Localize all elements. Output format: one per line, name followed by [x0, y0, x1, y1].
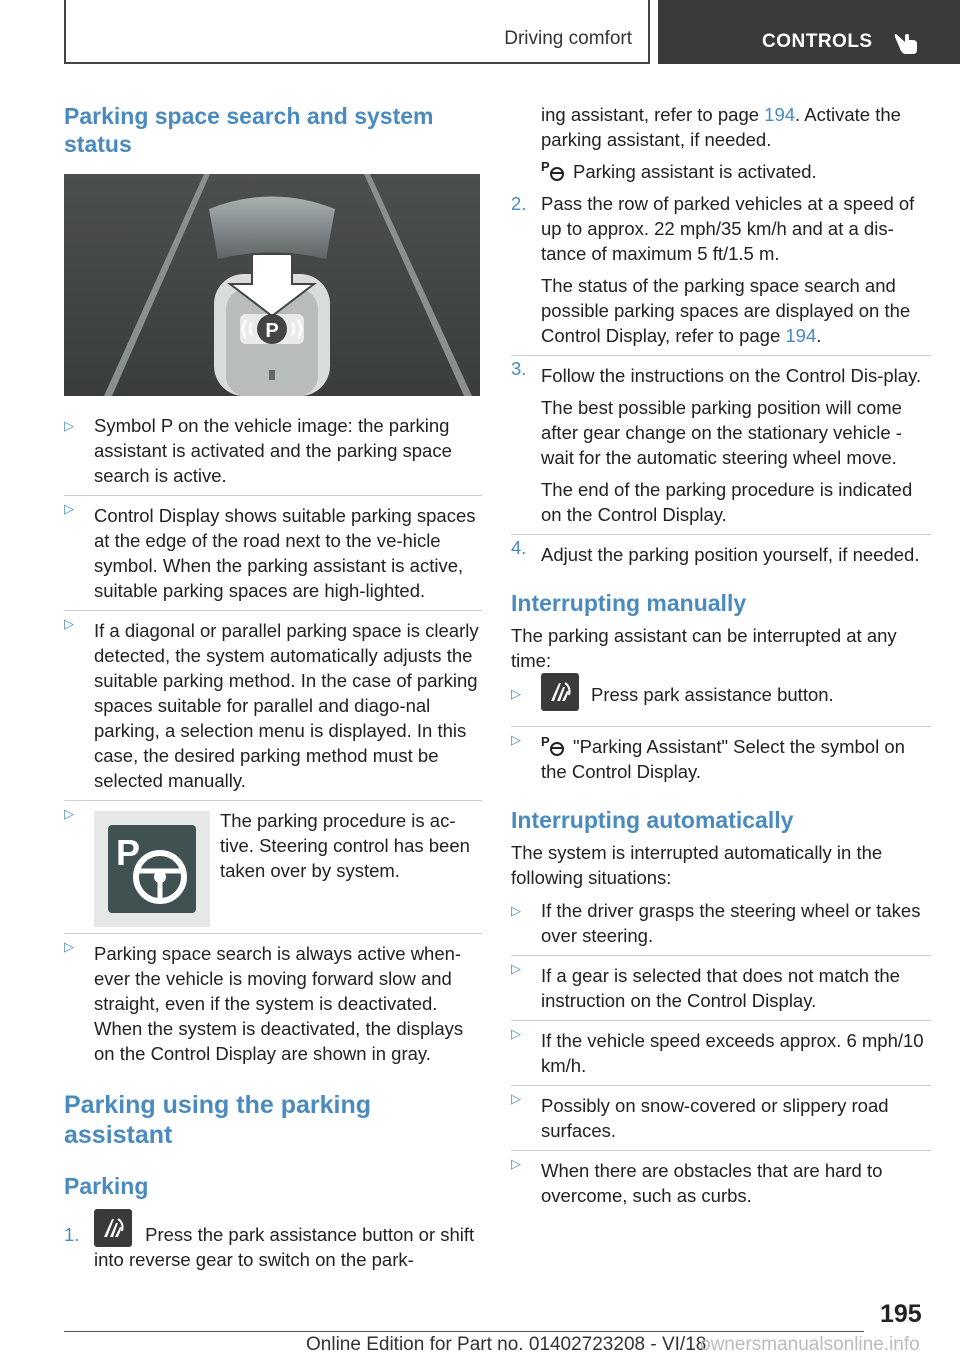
triangle-bullet-icon: ▷: [511, 1156, 521, 1171]
list-item: ▷ Control Display shows suitable parking spaces at the edge of the road next to the ve‐hicle symbol. When the parking assistant is active, suitable parking spaces are high‐lighted.: [64, 495, 482, 603]
step-number: 2.: [511, 193, 527, 214]
step-number: 3.: [511, 358, 527, 379]
header-section-box: [64, 0, 650, 64]
list-item: ▷ If a diagonal or parallel parking space is clearly detected, the system automatically adjusts the suitable parking method. In the case of parking spaces suitable for parallel and diago‐nal parking, a selection menu is displayed. In this case, the desired parking method must be selected manually.: [64, 610, 482, 793]
manual-interrupt-list: [511, 681, 931, 784]
heading-interrupting-automatically: Interrupting automatically: [511, 807, 794, 833]
steer-p-letter: P: [116, 832, 141, 873]
steering-control-icon: [94, 811, 210, 927]
auto-intro: The system is interrupted automatically in the following situations:: [511, 842, 883, 888]
step-number: 4.: [511, 537, 527, 558]
list-item: ▷ If the driver grasps the steering wheel or takes over steering.: [511, 900, 921, 946]
triangle-bullet-icon: ▷: [511, 686, 521, 701]
vehicle-parking-image: [64, 174, 480, 396]
parking-assistant-symbol-icon: [541, 158, 565, 182]
right-column: [511, 102, 931, 1208]
steering-control-text: The parking procedure is ac‐tive. Steering control has been taken over by system.: [220, 810, 470, 881]
parking-steps-list: [511, 191, 931, 567]
header-chapter-box: [658, 0, 960, 64]
triangle-bullet-icon: ▷: [64, 616, 74, 631]
page-number: 195: [880, 1300, 922, 1328]
triangle-bullet-icon: ▷: [64, 939, 74, 954]
header-chapter-title: CONTROLS: [762, 31, 873, 52]
parking-steps-list-start: [64, 1222, 482, 1272]
step1-continued: ing assistant, refer to page 194. Activate the parking assistant, if needed.: [541, 104, 901, 150]
triangle-bullet-icon: ▷: [64, 806, 74, 821]
list-item: 4. Adjust the parking position yourself, if needed.: [511, 534, 931, 567]
hero-p-letter: P: [265, 320, 279, 342]
heading-parking-assistant: Parking using the parking assistant: [64, 1091, 371, 1149]
list-item: ▷ If the vehicle speed exceeds approx. 6 mph/10 km/h.: [511, 1020, 931, 1078]
list-item: [64, 800, 482, 926]
triangle-bullet-icon: ▷: [64, 501, 74, 516]
list-item: 3. Follow the instructions on the Control Dis‐play. The best possible parking position will come after gear change on the stationary vehicle - wait for the automatic steering wheel move. The end of the parking procedure is indicated on the Control Display.: [511, 355, 931, 527]
heading-parking: Parking: [64, 1173, 149, 1199]
triangle-bullet-icon: ▷: [511, 732, 521, 747]
manual-intro: The parking assistant can be interrupted at any time:: [511, 625, 897, 671]
parking-assistant-symbol-icon: [541, 733, 565, 757]
header-section-title: Driving comfort: [504, 28, 632, 49]
pointing-hand-icon: [894, 28, 918, 54]
left-column: [64, 102, 482, 1272]
list-item: ▷ When there are obstacles that are hard to overcome, such as curbs.: [511, 1150, 931, 1208]
list-item: ▷ Symbol P on the vehicle image: the parking assistant is activated and the parking space search is active.: [64, 415, 452, 486]
footer-watermark: ownersmanualsonline.info: [700, 1334, 920, 1355]
triangle-bullet-icon: ▷: [511, 1026, 521, 1041]
list-item: ▷ P "Parking Assistant" Select the symbol on the Control Display.: [511, 726, 931, 784]
page-link-194[interactable]: 194: [764, 104, 796, 125]
triangle-bullet-icon: ▷: [511, 961, 521, 976]
svg-text:P: P: [541, 734, 550, 750]
list-item: ▷ Parking space search is always active when‐ever the vehicle is moving forward slow and straight, even if the system is deactivated. When the system is deactivated, the displays on the Control Display are shown in gray.: [64, 933, 482, 1066]
list-item: ▷ If a gear is selected that does not match the instruction on the Control Display.: [511, 955, 931, 1013]
step-number: 1.: [64, 1224, 80, 1245]
step1-activated-note: P Parking assistant is activated.: [541, 159, 817, 182]
park-assist-button-icon: [94, 1209, 132, 1247]
footer-divider: [64, 1331, 864, 1332]
triangle-bullet-icon: ▷: [64, 418, 74, 433]
heading-interrupting-manually: Interrupting manually: [511, 590, 747, 616]
list-item: ▷ Possibly on snow-covered or slippery road surfaces.: [511, 1085, 931, 1143]
list-item: 2. Pass the row of parked vehicles at a speed of up to approx. 22 mph/35 km/h and at a dis‐tance of maximum 5 ft/1.5 m. The status of the parking space search and possible parking spaces are displayed on the Control Display, refer to page 194.: [511, 193, 915, 346]
auto-interrupt-list: [511, 898, 931, 1208]
svg-text:P: P: [541, 159, 550, 175]
system-status-list: [64, 413, 482, 1066]
triangle-bullet-icon: ▷: [511, 903, 521, 918]
list-item: 1. Press the park assistance button or shift into reverse gear to switch on the park-: [64, 1222, 482, 1272]
footer-edition: Online Edition for Part no. 01402723208 - VI/18: [306, 1334, 707, 1355]
page-link-194[interactable]: 194: [785, 325, 817, 346]
list-item: ▷ Press park assistance button.: [511, 681, 931, 719]
heading-system-status: Parking space search and system status: [64, 103, 434, 157]
triangle-bullet-icon: ▷: [511, 1091, 521, 1106]
park-assist-button-icon: [541, 673, 579, 711]
